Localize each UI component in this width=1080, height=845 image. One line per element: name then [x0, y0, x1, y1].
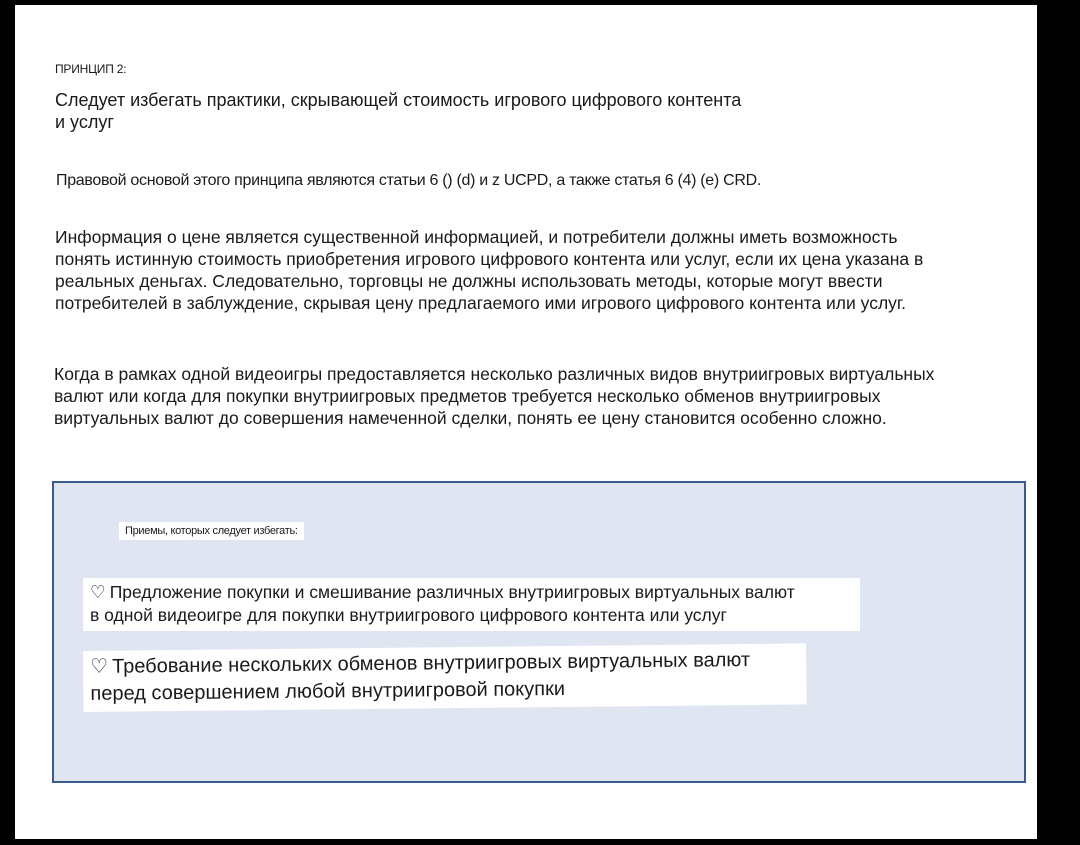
paragraph-line: потребителей в заблуждение, скрывая цену предлагаемого ими игрового цифрового контента или услуг. [55, 293, 907, 313]
heart-icon: ♡ [90, 582, 106, 602]
avoid-item-line1 [90, 581, 852, 604]
principle-heading-line1: Следует избегать практики, скрывающей стоимость игрового цифрового контента [55, 90, 742, 110]
paragraph-line: виртуальных валют до совершения намеченной сделки, понять ее цену становится особенно сложно. [54, 408, 887, 428]
legal-basis: Правовой основой этого принципа являются статьи 6 () (d) и z UCPD, а также статья 6 (4) (e) CRD. [56, 172, 761, 189]
paragraph-price-info [55, 226, 923, 314]
principle-heading-line2: и услуг [55, 112, 114, 132]
avoid-item-text: Требование нескольких обменов внутриигровых виртуальных валют [111, 649, 751, 678]
paragraph-line: валют или когда для покупки внутриигровых предметов требуется несколько обменов внутриигровых [54, 386, 881, 406]
principle-label: ПРИНЦИП 2: [55, 62, 127, 76]
paragraph-line: Когда в рамках одной видеоигры предоставляется несколько различных видов внутриигровых виртуальных [54, 364, 935, 384]
paragraph-line: реальных деньгах. Следовательно, торговцы не должны использовать методы, которые могут ввести [55, 271, 883, 291]
heart-icon: ♡ [90, 655, 109, 678]
avoid-item-card [83, 643, 807, 712]
avoid-item-card [83, 578, 860, 631]
principle-heading [55, 89, 741, 133]
avoid-box-title: Приемы, которых следует избегать: [119, 522, 304, 540]
avoid-item-line2: в одной видеоигре для покупки внутриигрового цифрового контента или услуг [90, 605, 727, 625]
avoid-item-text: Предложение покупки и смешивание различных внутриигровых виртуальных валют [109, 582, 795, 602]
paragraph-line: понять истинную стоимость приобретения игрового цифрового контента или услуг, если их цена указана в [55, 249, 924, 269]
paragraph-line: Информация о цене является существенной информацией, и потребители должны иметь возможность [55, 227, 898, 247]
avoid-item-line2: перед совершением любой внутриигровой покупки [90, 677, 566, 705]
paragraph-multiple-currencies [54, 363, 934, 429]
